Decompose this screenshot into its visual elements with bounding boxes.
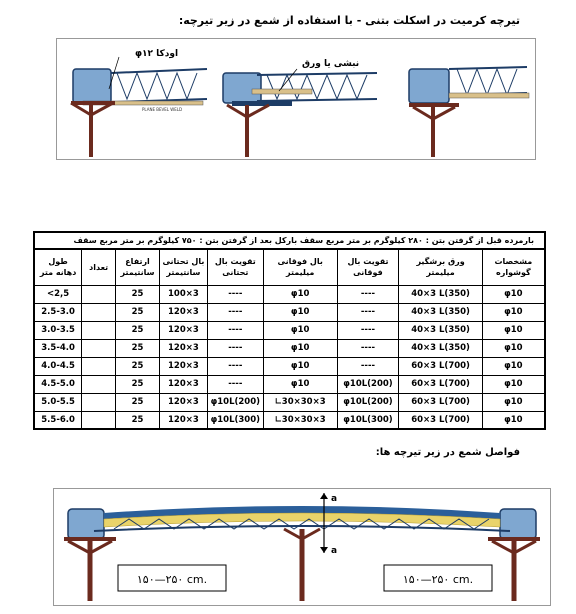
table-cell: φ10L(300) [337,411,399,429]
table-cell: φ10 [482,285,545,303]
table-cell: φ10 [482,357,545,375]
table-cell [82,339,116,357]
table-cell: ---- [337,321,399,339]
shoring-diagram-panel [53,488,551,606]
table-cell: ---- [337,357,399,375]
table-cell: 60×3 L(700) [399,357,482,375]
table-cell: φ10 [482,375,545,393]
table-cell: 120×3 [159,393,207,411]
table-cell: 100×3 [159,285,207,303]
table-cell: 25 [116,339,160,357]
table-cell: 40×3 L(350) [399,285,482,303]
table-cell [82,321,116,339]
table-cell: ---- [207,357,263,375]
table-cell: 120×3 [159,357,207,375]
table-cell: 25 [116,321,160,339]
table-cell: 5.5-6.0 [34,411,82,429]
section-mark-top: a [331,494,338,504]
span-right-label: ۱۵۰—۲۵۰ cm. [402,573,474,586]
table-row [34,357,545,375]
table-cell: 25 [116,411,160,429]
connection-details-panel [56,38,536,160]
table-cell: 25 [116,393,160,411]
col-header: تقویت بال تحتانی [207,249,263,285]
table-row [34,411,545,429]
table-cell: φ10 [482,339,545,357]
table-cell: 120×3 [159,375,207,393]
table-cell [82,357,116,375]
callout-2-label: نبشی یا ورق [302,59,360,69]
spec-table [33,231,546,430]
table-cell: 5.0-5.5 [34,393,82,411]
table-cell: φ10L(300) [207,411,263,429]
table-cell: 60×3 L(700) [399,375,482,393]
top-title: تیرچه کرمیت در اسکلت بتنی - با استفاده از شمع در زیر تیرچه: [178,14,520,27]
table-cell: 120×3 [159,303,207,321]
col-header: ورق برشگیر میلیمتر [399,249,482,285]
table-cell: 40×3 L(350) [399,321,482,339]
col-header: بال تحتانی سانتیمتر [159,249,207,285]
table-cell: 25 [116,375,160,393]
load-header: بارمرده قبل از گرفتن بتن : ۲۸۰ کیلوگرم بر متر مربع سقف بارکل بعد از گرفتن بتن : ۷۵۰ کیلوگرم بر متر مربع سقف [34,232,545,249]
col-header: تعداد [82,249,116,285]
table-cell: 120×3 [159,411,207,429]
table-row [34,303,545,321]
table-cell: 4.5-5.0 [34,375,82,393]
table-cell: φ10 [482,303,545,321]
table-cell [82,285,116,303]
table-cell: 25 [116,357,160,375]
table-row [34,393,545,411]
table-cell: φ10 [263,321,337,339]
table-cell [82,393,116,411]
shoring-drawing [54,489,552,607]
detail-2 [223,69,377,157]
table-cell: 120×3 [159,339,207,357]
table-cell: 40×3 L(350) [399,303,482,321]
table-cell: φ10 [263,339,337,357]
table-cell: φ10L(200) [337,393,399,411]
table-row [34,375,545,393]
table-cell: ---- [207,339,263,357]
callout-1-label: φ۱۲ اودکا [135,49,179,59]
plate-text: PLANE BEVEL WELD [142,107,183,112]
table-cell: φ10 [482,393,545,411]
table-cell: φ10 [263,303,337,321]
table-cell: ∟30×30×3 [263,393,337,411]
table-cell: <2,5 [34,285,82,303]
table-cell: 60×3 L(700) [399,393,482,411]
table-cell: ∟30×30×3 [263,411,337,429]
table-cell: ---- [337,303,399,321]
table-cell: ---- [337,339,399,357]
table-cell: φ10 [482,411,545,429]
table-cell: φ10L(200) [337,375,399,393]
table-cell: φ10L(200) [207,393,263,411]
table-cell: 25 [116,285,160,303]
span-left-label: ۱۵۰—۲۵۰ cm. [136,573,208,586]
table-cell: 60×3 L(700) [399,411,482,429]
table-row [34,285,545,303]
table-cell: ---- [207,321,263,339]
table-cell: ---- [207,303,263,321]
table-cell: 120×3 [159,321,207,339]
table-cell: 4.0-4.5 [34,357,82,375]
table-cell: ---- [337,285,399,303]
table-cell: 25 [116,303,160,321]
table-cell: 2.5-3.0 [34,303,82,321]
table-cell: 40×3 L(350) [399,339,482,357]
col-header: طول دهانه متر [34,249,82,285]
table-cell [82,303,116,321]
table-cell: φ10 [482,321,545,339]
detail-3 [409,67,529,157]
column-header-row [34,249,545,285]
section-mark-bottom: a [331,546,338,556]
detail-1 [71,57,207,157]
table-cell [82,375,116,393]
col-header: مشخصات گوشواره [482,249,545,285]
col-header: بال فوقانی میلیمتر [263,249,337,285]
connection-details-drawing [57,39,537,161]
table-cell: 3.5-4.0 [34,339,82,357]
table-cell [82,411,116,429]
table-cell: φ10 [263,375,337,393]
table-row [34,339,545,357]
table-row [34,321,545,339]
table-cell: ---- [207,285,263,303]
load-header-row [34,232,545,249]
table-cell: φ10 [263,285,337,303]
table-cell: ---- [207,375,263,393]
bottom-title: فواصل شمع در زیر تیرچه ها: [375,447,520,458]
col-header: تقویت بال فوقانی [337,249,399,285]
col-header: ارتفاع سانتیمتر [116,249,160,285]
table-cell: 3.0-3.5 [34,321,82,339]
table-cell: φ10 [263,357,337,375]
